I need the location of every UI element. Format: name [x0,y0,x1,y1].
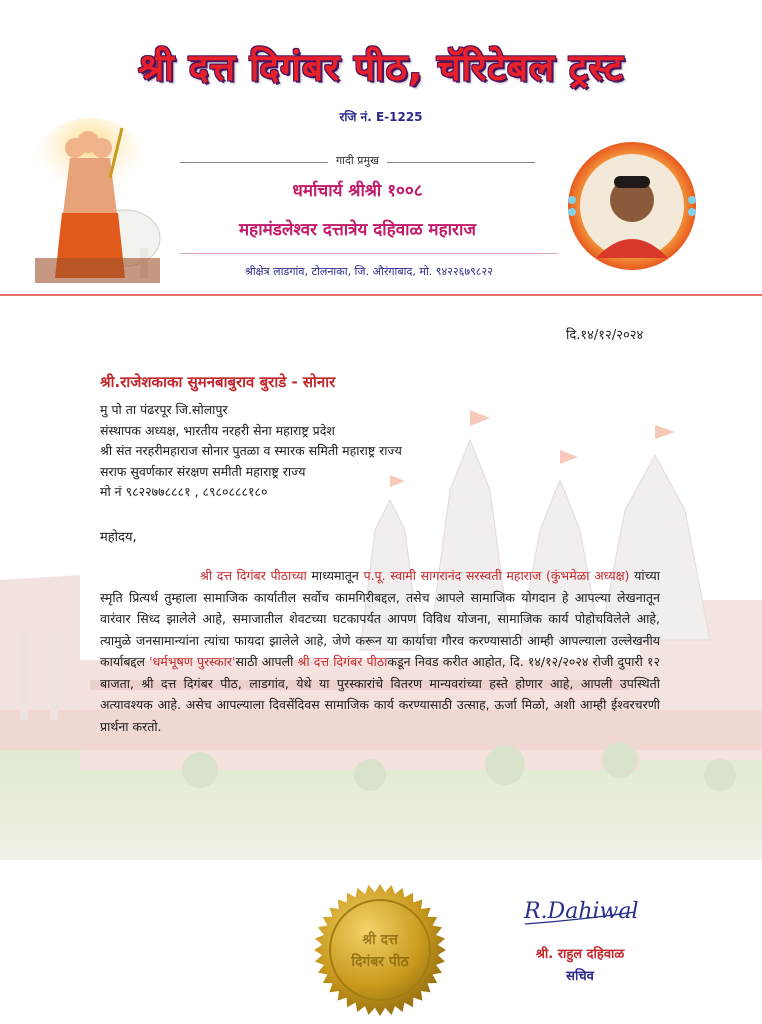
recipient-designation-line: संस्थापक अध्यक्ष, भारतीय नरहरी सेना महाराष्ट्र प्रदेश [100,422,335,438]
body-text: माध्यमातून [306,568,364,583]
dattatreya-deity-image [30,118,165,286]
recipient-phone-line: मो नं ९८२२७७८८८१ , ८९८०८८८१८० [100,484,268,500]
body-text: कडून निवड करीत आहोत, दि. १४/१२/२०२४ रोजी दुपारी १२ बाजता, श्री दत्त दिगंबर पीठ, लाडगांव, येथे या पुरस्कारांचे वितरण मान्यवरांच्या हस्ते होणार आहे, आपली उपस्थिती अत्यावश्यक आहे. असेच आपल्याला दिवसेंदिवस सामाजिक कार्य करण्यासाठी उत्साह, ऊर्जा मिळो, अशी आम्ही ईश्वरचरणी प्रार्थना करतो. [100,654,660,734]
secretary-name: श्री. राहुल दहिवाळ [535,947,625,962]
letterhead-rule [0,294,762,296]
seal-text: श्री दत्त [362,932,398,948]
recipient-designation-line: श्री संत नरहरीमहाराज सोनार पुतळा व स्मारक समिती महाराष्ट्र राज्य [100,443,402,459]
swami-name-highlight: प.पू. स्वामी सागरानंद सरस्वती महाराज (कुंभमेळा अध्यक्ष) [363,568,630,583]
trust-title: श्री दत्त दिगंबर पीठ, चॅरिटेबल ट्रस्ट [138,46,624,89]
address-divider [180,253,558,254]
recipient-block [100,372,660,503]
award-name-highlight: 'धर्मभूषण पुरस्कार' [149,654,236,669]
body-text: साठी आपली [235,654,298,669]
secretary-signature [520,890,640,930]
recipient-name: श्री.राजेशकाका सुमनबाबुराव बुराडे - सोनार [100,373,336,391]
dharmacharya-title: धर्माचार्य श्रीश्री १००८ [292,181,423,201]
gold-seal-image [312,882,448,1018]
trust-name-highlight: श्री दत्त दिगंबर पीठा [297,654,388,669]
seal-text: दिगंबर पीठ [351,954,409,970]
mahamandaleshwar-name: महामंडलेश्वर दत्तात्रेय दहिवाळ महाराज [239,220,476,240]
recipient-address-line: मु पो ता पंढरपूर जि.सोलापुर [100,402,228,417]
recipient-designation-line: सराफ सुवर्णकार संरक्षण समीती महाराष्ट्र राज्य [100,463,306,479]
registration-number: रजि नं. E-1225 [339,110,423,124]
gadi-pramukh-label: गादी प्रमुख [180,153,535,168]
maharaj-portrait-image [566,140,698,272]
body-text: यांच्या स्मृति प्रित्यर्थ तुम्हाला सामाजिक कार्यातील सर्वोच कामगिरीबद्दल, तसेच आपले सामाजिक योगदान हे आपल्या लेखनातून वारंवार सिध्द झालेले आहे, समाजातील शेवटच्या घटकापर्यत आपण विविध योजना, सामाजिक कार्य पोहोचविलेले आहे, त्यामुळे जनसामान्यांना त्यांचा फायदा झालेले आहे, जेणे करून या कार्याचा गौरव करण्यासाठी आम्ही आपल्याला उल्लेखनीय कार्याबद्दल [100,568,660,669]
secretary-role: सचिव [566,969,594,984]
salutation: महोदय, [100,530,137,545]
signature-text: R.Dahiwal [524,899,639,924]
trust-name-highlight: श्री दत्त दिगंबर पीठाच्या [200,568,307,583]
letter-body [100,565,660,737]
trust-address: श्रीक्षेत्र लाडगांव, टोलनाका, जि. औरंगाबाद, मो. ९४२२६७९८२२ [245,265,493,278]
letter-date: दि.१४/१२/२०२४ [566,328,644,343]
